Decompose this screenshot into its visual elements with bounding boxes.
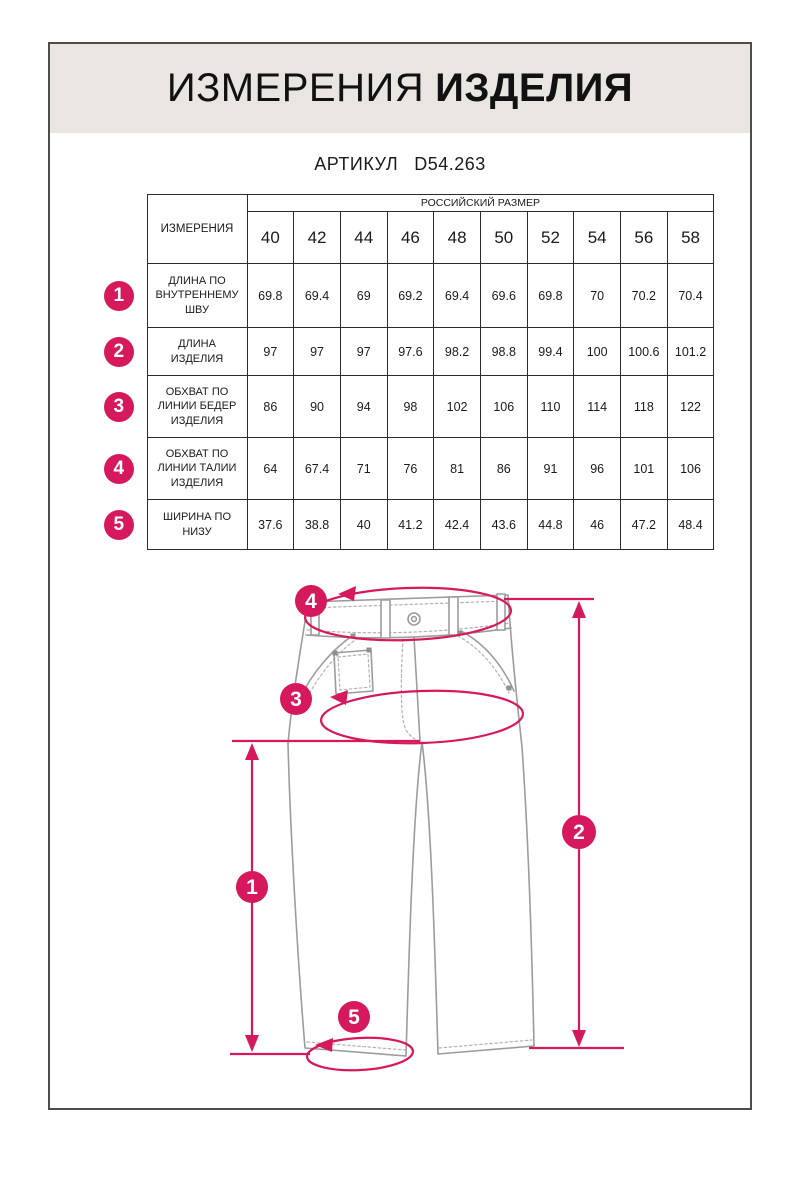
table-head: [91, 195, 714, 264]
size-group-row: [91, 195, 714, 212]
size-column-header: 40: [247, 212, 294, 264]
row-marker-badge: 2: [104, 337, 134, 367]
measurement-value: 81: [434, 438, 481, 500]
measurement-value: 37.6: [247, 500, 294, 550]
measurement-value: 101: [621, 438, 668, 500]
measurement-value: 48.4: [667, 500, 714, 550]
title-banner: [50, 44, 750, 133]
measurement-value: 106: [480, 376, 527, 438]
measurement-value: 70.4: [667, 264, 714, 328]
article-label: АРТИКУЛ: [314, 154, 399, 174]
page-title-bold: ИЗДЕЛИЯ: [435, 66, 634, 110]
measurement-value: 110: [527, 376, 574, 438]
measurement-value: 67.4: [294, 438, 341, 500]
measurement-row: [91, 500, 714, 550]
measurement-label: ДЛИНА ИЗДЕЛИЯ: [147, 328, 247, 376]
table-body: [91, 264, 714, 550]
row-marker-cell: [91, 264, 147, 328]
diagram-marker-4: [295, 585, 327, 617]
measurement-value: 97: [294, 328, 341, 376]
row-marker-cell: [91, 438, 147, 500]
row-marker-badge: 4: [104, 454, 134, 484]
marker-2-number: 2: [573, 821, 585, 844]
measurements-table: [91, 194, 714, 550]
measurement-value: 99.4: [527, 328, 574, 376]
measurement-label: ДЛИНА ПО ВНУТРЕННЕМУ ШВУ: [147, 264, 247, 328]
measurement-value: 91: [527, 438, 574, 500]
measurement-value: 70.2: [621, 264, 668, 328]
row-marker-cell: [91, 376, 147, 438]
diagram-marker-2: [562, 815, 596, 849]
measurement-value: 100.6: [621, 328, 668, 376]
measurement-value: 69.8: [247, 264, 294, 328]
measurement-row: [91, 376, 714, 438]
waist-ellipse-arrowhead: [338, 586, 356, 601]
article-line: [50, 154, 750, 175]
marker-5-number: 5: [348, 1006, 360, 1029]
measurements-column-header: ИЗМЕРЕНИЯ: [147, 195, 247, 264]
row-marker-badge: 5: [104, 510, 134, 540]
measurement-label: ОБХВАТ ПО ЛИНИИ БЕДЕР ИЗДЕЛИЯ: [147, 376, 247, 438]
size-column-header: 56: [621, 212, 668, 264]
measurement-value: 102: [434, 376, 481, 438]
measurement-value: 69.4: [434, 264, 481, 328]
size-column-header: 48: [434, 212, 481, 264]
measurement-value: 69.2: [387, 264, 434, 328]
measurement-value: 69: [340, 264, 387, 328]
size-column-header: 46: [387, 212, 434, 264]
size-column-header: 42: [294, 212, 341, 264]
diagram-marker-5: [338, 1001, 370, 1033]
inseam-arrow-down: [245, 1035, 259, 1052]
row-marker-badge: 1: [104, 281, 134, 311]
measurement-value: 69.6: [480, 264, 527, 328]
gutter-cell: [91, 195, 147, 212]
measurement-value: 44.8: [527, 500, 574, 550]
size-column-header: 54: [574, 212, 621, 264]
belt-loop: [381, 600, 390, 638]
measurement-value: 40: [340, 500, 387, 550]
russian-size-header: РОССИЙСКИЙ РАЗМЕР: [247, 195, 714, 212]
length-arrow-up: [572, 601, 586, 618]
measurement-value: 64: [247, 438, 294, 500]
diagram-marker-3: [280, 683, 312, 715]
length-arrow-down: [572, 1030, 586, 1047]
row-marker-cell: [91, 328, 147, 376]
diagram-marker-1: [236, 871, 268, 903]
row-marker-badge: 3: [104, 392, 134, 422]
measurement-value: 98.8: [480, 328, 527, 376]
measurement-value: 100: [574, 328, 621, 376]
marker-4-number: 4: [305, 590, 317, 613]
measurement-value: 38.8: [294, 500, 341, 550]
garment-diagram: [182, 570, 642, 1085]
page-title-regular: ИЗМЕРЕНИЯ: [166, 66, 425, 110]
measurement-value: 46: [574, 500, 621, 550]
measurement-row: [91, 328, 714, 376]
gutter-cell: [91, 212, 147, 264]
size-column-header: 44: [340, 212, 387, 264]
measurement-row: [91, 264, 714, 328]
measurement-value: 114: [574, 376, 621, 438]
marker-3-number: 3: [290, 688, 302, 711]
measurement-value: 118: [621, 376, 668, 438]
size-column-header: 52: [527, 212, 574, 264]
inseam-arrow-up: [245, 743, 259, 760]
measurement-value: 86: [247, 376, 294, 438]
measurement-value: 97: [340, 328, 387, 376]
measurement-label: ОБХВАТ ПО ЛИНИИ ТАЛИИ ИЗДЕЛИЯ: [147, 438, 247, 500]
size-column-header: 58: [667, 212, 714, 264]
marker-1-number: 1: [246, 876, 258, 899]
page-border-frame: [48, 42, 752, 1110]
measurement-value: 43.6: [480, 500, 527, 550]
measurement-value: 106: [667, 438, 714, 500]
measurement-value: 122: [667, 376, 714, 438]
measurement-value: 76: [387, 438, 434, 500]
pants-body-outline: [288, 595, 534, 1056]
measurement-label: ШИРИНА ПО НИЗУ: [147, 500, 247, 550]
measurement-value: 70: [574, 264, 621, 328]
row-marker-cell: [91, 500, 147, 550]
pants-sketch: [288, 594, 534, 1056]
measurement-row: [91, 438, 714, 500]
belt-loop: [449, 597, 458, 635]
measurement-value: 101.2: [667, 328, 714, 376]
measurement-value: 96: [574, 438, 621, 500]
size-column-header: 50: [480, 212, 527, 264]
measurement-value: 47.2: [621, 500, 668, 550]
measurement-value: 42.4: [434, 500, 481, 550]
measurement-value: 69.4: [294, 264, 341, 328]
measurement-value: 97.6: [387, 328, 434, 376]
measurement-value: 98.2: [434, 328, 481, 376]
measurement-value: 71: [340, 438, 387, 500]
measurement-value: 97: [247, 328, 294, 376]
page-title: [167, 66, 633, 111]
measurement-value: 98: [387, 376, 434, 438]
measurement-value: 90: [294, 376, 341, 438]
measurement-value: 41.2: [387, 500, 434, 550]
measurement-value: 69.8: [527, 264, 574, 328]
measurement-value: 86: [480, 438, 527, 500]
article-value: D54.263: [414, 154, 486, 174]
measurement-value: 94: [340, 376, 387, 438]
